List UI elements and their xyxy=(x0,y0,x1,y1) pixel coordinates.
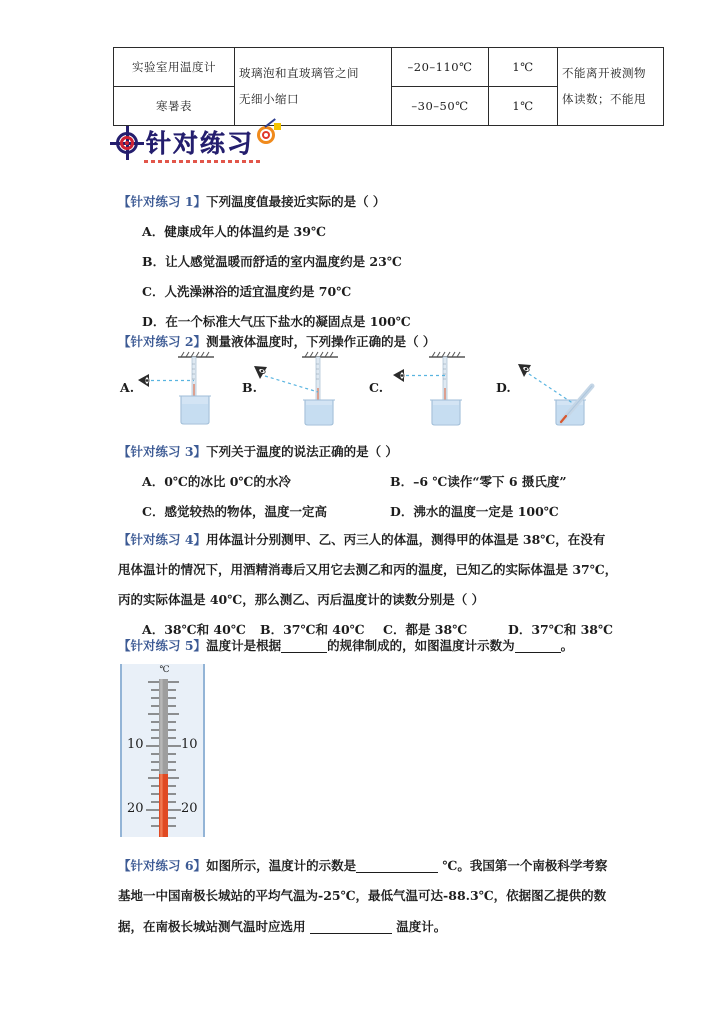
question-2-figure-row xyxy=(118,348,618,426)
question-6-stem-line-3 xyxy=(118,911,607,942)
question-4-stem-line-3: 丙的实际体温是 40℃，那么测乙、丙后温度计的读数分别是（ ） xyxy=(118,592,485,607)
question-1-stem-line xyxy=(118,186,411,217)
question-3 xyxy=(118,436,567,527)
note-line-1: 不能离开被测物 xyxy=(562,66,646,81)
thermometer-scale-figure xyxy=(120,664,205,837)
cell-usage-note xyxy=(558,48,664,126)
cell-structure-desc xyxy=(235,48,392,126)
question-6-stem-part-4: 温度计。 xyxy=(391,919,447,934)
thermometer-spec-table xyxy=(113,47,646,126)
figure-option-a-label: A. xyxy=(120,380,135,395)
question-6-stem-part-3: 据，在南极长城站测气温时应选用 xyxy=(118,919,310,934)
question-1-label: 【针对练习 1】 xyxy=(118,194,207,209)
question-1-option-d: D．在一个标准大气压下盐水的凝固点是 100℃ xyxy=(142,314,411,329)
beaker-eye-horizontal-close xyxy=(367,348,492,426)
question-5-blank-2[interactable] xyxy=(515,652,561,653)
question-6-blank-2[interactable] xyxy=(310,933,392,934)
question-6-blank-1[interactable] xyxy=(356,872,438,873)
figure-option-b-label: B. xyxy=(242,380,257,395)
question-4-option-d: D．37℃和 38℃ xyxy=(508,622,613,637)
question-3-option-row-1 xyxy=(142,467,567,497)
question-3-option-c: C．感觉较热的物体，温度一定高 xyxy=(142,504,327,519)
question-1-option-a: A．健康成年人的体温约是 39℃ xyxy=(142,224,326,239)
question-3-label: 【针对练习 3】 xyxy=(118,444,207,459)
question-3-stem: 下列关于温度的说法正确的是（ ） xyxy=(206,444,398,459)
question-1-stem: 下列温度值最接近实际的是（ ） xyxy=(206,194,386,209)
table-row xyxy=(114,48,664,87)
thermometer-unit-label: ℃ xyxy=(159,665,170,675)
cell-device-name: 实验室用温度计 xyxy=(114,48,235,87)
cell-device-name: 寒暑表 xyxy=(114,87,235,126)
question-6-stem-line-1 xyxy=(118,850,607,881)
desc-line-1: 玻璃泡和直玻璃管之间 xyxy=(239,66,359,81)
figure-option-c-label: C. xyxy=(369,380,384,395)
question-2-stem: 测量液体温度时，下列操作正确的是（ ） xyxy=(206,334,436,349)
question-1 xyxy=(118,186,411,337)
question-6-label: 【针对练习 6】 xyxy=(118,858,207,873)
thermometer-right-label-20: 20 xyxy=(181,801,198,816)
question-3-option-row-2 xyxy=(142,497,567,527)
cell-range: –20–110℃ xyxy=(392,48,489,87)
question-3-stem-line xyxy=(118,436,567,467)
desc-line-2: 无细小缩口 xyxy=(239,91,299,106)
cell-division: 1℃ xyxy=(489,87,558,126)
note-line-2: 体读数；不能甩 xyxy=(562,91,646,106)
question-3-option-d: D．沸水的温度一定是 100℃ xyxy=(390,504,559,519)
thermometer-left-label-20: 20 xyxy=(127,801,144,816)
cell-range: –30–50℃ xyxy=(392,87,489,126)
cell-division: 1℃ xyxy=(489,48,558,87)
question-4-option-b: B．37℃和 40℃ xyxy=(260,622,365,637)
figure-option-b xyxy=(240,348,365,426)
figure-option-c xyxy=(367,348,492,426)
question-6-stem-line-2: 基地一中国南极长城站的平均气温为-25℃，最低气温可达-88.3℃，依据图乙提供的数 xyxy=(118,888,607,903)
question-5-stem-line xyxy=(118,630,573,661)
question-5-stem-part-2: 的规律制成的，如图温度计示数为 xyxy=(327,638,515,653)
question-4-stem-part-1: 用体温计分别测甲、乙、丙三人的体温，测得甲的体温是 38℃，在没有 xyxy=(206,532,606,547)
question-5-label: 【针对练习 5】 xyxy=(118,638,207,653)
question-4-option-c: C．都是 38℃ xyxy=(383,622,468,637)
figure-option-a xyxy=(118,348,243,426)
question-4-stem-line-2: 甩体温计的情况下，用酒精消毒后又用它去测乙和丙的温度，已知乙的实际体温是 37℃， xyxy=(118,562,618,577)
question-6-stem-part-2: ℃。我国第一个南极科学考察 xyxy=(438,858,608,873)
dart-target-icon xyxy=(255,123,281,149)
question-1-option-c: C．人洗澡淋浴的适宜温度约是 70℃ xyxy=(142,284,352,299)
question-6-stem-part-1: 如图所示，温度计的示数是 xyxy=(206,858,357,873)
question-4-stem-line-1 xyxy=(118,524,617,555)
question-5-blank-1[interactable] xyxy=(281,652,327,653)
question-5-stem-part-3: 。 xyxy=(560,638,574,653)
question-4-option-a: A．38℃和 40℃ xyxy=(142,622,246,637)
figure-option-d-label: D. xyxy=(496,380,511,395)
figure-option-d xyxy=(494,348,619,426)
banner-underline xyxy=(144,160,262,163)
section-banner xyxy=(110,122,281,164)
question-6 xyxy=(118,850,607,942)
beaker-tilted-thermometer xyxy=(494,348,619,426)
thermometer-left-label-10: 10 xyxy=(127,737,144,752)
question-2-label: 【针对练习 2】 xyxy=(118,334,207,349)
beaker-eye-horizontal-straight xyxy=(118,348,243,426)
beaker-eye-from-above xyxy=(240,348,365,426)
banner-title: 针对练习 xyxy=(146,128,255,158)
question-5-stem-part-1: 温度计是根据 xyxy=(206,638,282,653)
question-5 xyxy=(118,630,573,661)
question-3-option-a: A．0℃的冰比 0℃的水冷 xyxy=(142,474,291,489)
thermometer-right-label-10: 10 xyxy=(181,737,198,752)
question-4-label: 【针对练习 4】 xyxy=(118,532,207,547)
question-4 xyxy=(118,524,617,645)
crosshair-target-icon xyxy=(110,126,144,160)
question-3-option-b: B．–6 ℃读作“零下 6 摄氏度” xyxy=(390,474,567,489)
question-1-option-b: B．让人感觉温暖而舒适的室内温度约是 23℃ xyxy=(142,254,402,269)
